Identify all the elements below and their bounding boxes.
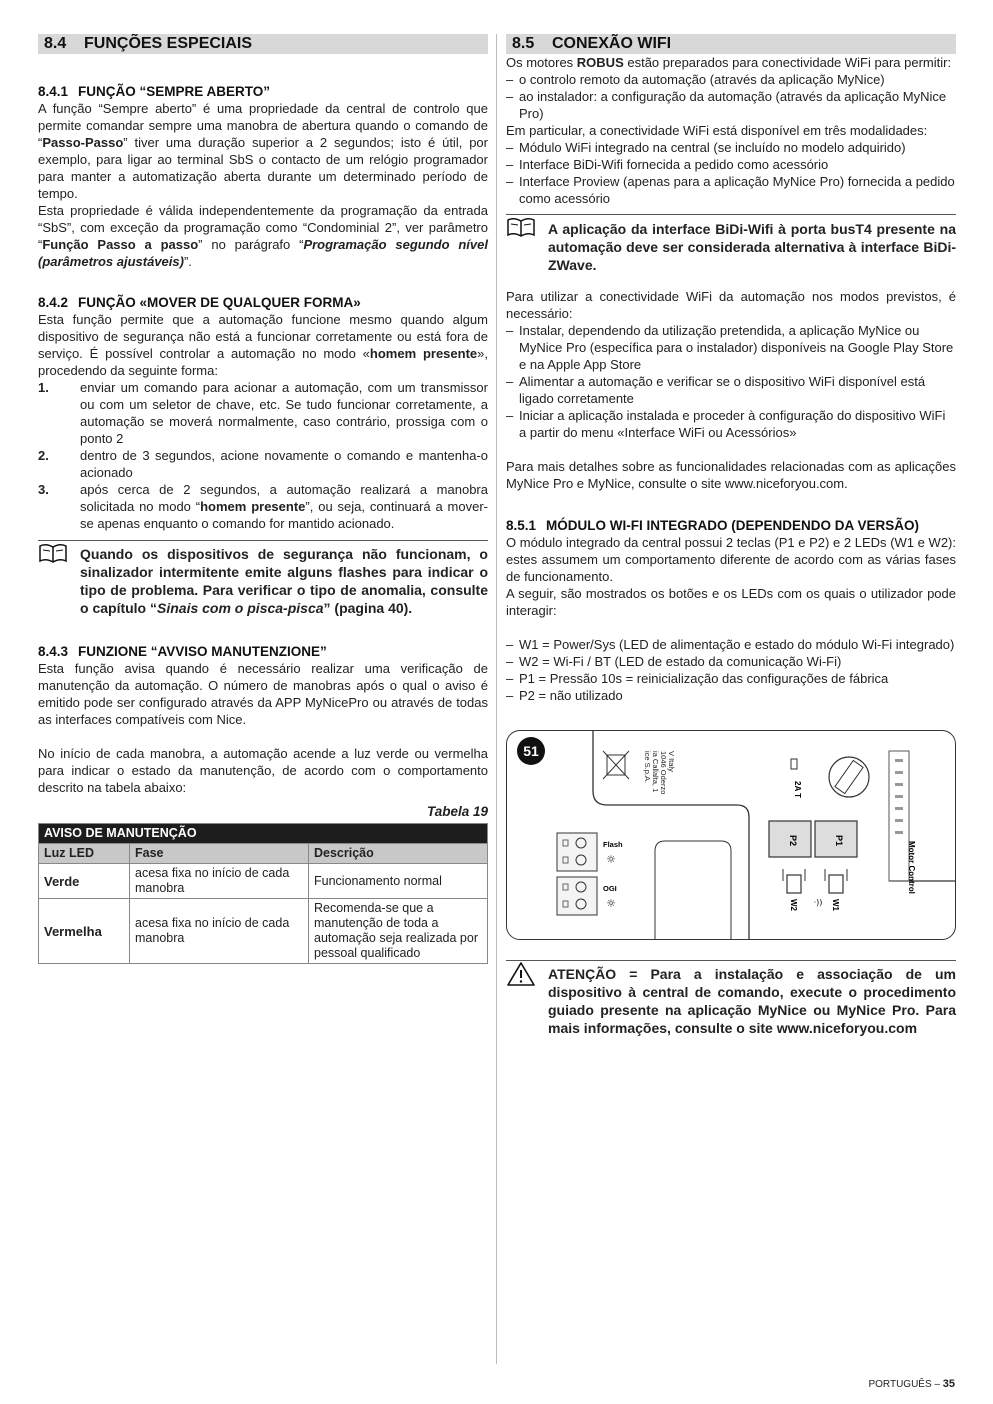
maintenance-table	[38, 823, 488, 964]
table-header: Fase	[130, 844, 309, 864]
list-item: – W1 = Power/Sys (LED de alimentação e estado do módulo Wi-Fi integrado)	[506, 636, 956, 653]
list-item: – P2 = não utilizado	[506, 687, 956, 704]
svg-text:ia Callalta, 1: ia Callalta, 1	[651, 751, 660, 793]
table-cell: Funcionamento normal	[309, 864, 488, 899]
svg-text:V Italy: V Italy	[667, 751, 676, 772]
figure-51-control-board	[506, 730, 956, 940]
lamp-icon: ☼	[606, 897, 616, 910]
table-header: Descrição	[309, 844, 488, 864]
list-item: – Módulo WiFi integrado na central (se incluído no modelo adquirido)	[506, 139, 956, 156]
paragraph: Os motores ROBUS estão preparados para conectividade WiFi para permitir:	[506, 55, 952, 70]
svg-text:1046 Oderzo: 1046 Oderzo	[659, 751, 668, 795]
table-title: AVISO DE MANUTENÇÃO	[39, 824, 488, 844]
section-number: 8.5	[512, 35, 535, 52]
section-title: CONEXÃO WIFI	[552, 35, 672, 52]
flash-terminal	[557, 833, 623, 871]
note-box: Quando os dispositivos de segurança não funcionam, o sinalizador intermitente emite alguns flashes para indicar o tipo de problema. Para verificar o tipo de anomalia, consulte o capítulo “Sinais com o pisca-pisca” (pagina 40).	[38, 540, 488, 617]
right-column	[506, 34, 956, 1037]
list-item: – Interface BiDi-Wifi fornecida a pedido como acessório	[506, 156, 956, 173]
table-cell: Verde	[39, 864, 130, 899]
table-cell: Recomenda-se que a manutenção de toda a automação seja realizada por pessoal qualificado	[309, 899, 488, 964]
subsection-title: FUNÇÃO «MOVER DE QUALQUER FORMA»	[78, 295, 361, 310]
svg-text:OGI: OGI	[603, 884, 617, 893]
book-icon	[506, 217, 536, 237]
led-w1	[825, 869, 847, 912]
list-item: – ao instalador: a configuração da automação (através da aplicação MyNice Pro)	[506, 88, 956, 122]
figure-number: 51	[523, 743, 539, 759]
svg-text:Flash: Flash	[603, 840, 623, 849]
ogi-terminal	[557, 877, 617, 915]
subsection-title: FUNZIONE “AVVISO MANUTENZIONE”	[78, 644, 327, 659]
motor-control-label: Motor Control	[907, 841, 916, 894]
table-cell: Vermelha	[39, 899, 130, 964]
section-8-5-1-heading	[506, 517, 956, 534]
svg-text:P2: P2	[788, 835, 798, 847]
button-p1	[815, 821, 857, 857]
footer-language: PORTUGUÊS –	[868, 1379, 943, 1390]
paragraph: A seguir, são mostrados os botões e os LEDs com os quais o utilizador pode interagir:	[506, 586, 956, 618]
left-column	[38, 34, 488, 964]
list-item: – Interface Proview (apenas para a aplicação MyNice Pro) fornecida a pedido como acessório	[506, 173, 956, 207]
list-item: – P1 = Pressão 10s = reinicialização das configurações de fábrica	[506, 670, 956, 687]
paragraph: Para mais detalhes sobre as funcionalidades relacionadas com as aplicações MyNice Pro e MyNice, consulte o site www.niceforyou.com.	[506, 459, 956, 491]
paragraph: Esta propriedade é válida independentemente da programação da entrada “SbS”, com exceção da programação como “Condominial 2”, ver parâmetro “Função Passo a passo” no parágrafo “Programação segundo nível (parâmetros ajustáveis)”.	[38, 203, 488, 269]
lamp-icon: ☼	[606, 853, 616, 866]
subsection-number: 8.4.3	[38, 644, 69, 659]
subsection-number: 8.4.1	[38, 84, 69, 99]
weee-bin-icon	[603, 751, 629, 779]
section-8-4-3-heading	[38, 643, 488, 660]
svg-text:W2: W2	[789, 899, 798, 911]
table-header: Luz LED	[39, 844, 130, 864]
manufacturer-address	[643, 751, 676, 794]
subsection-title: MÓDULO WI-FI INTEGRADO (DEPENDENDO DA VERSÃO)	[546, 518, 919, 533]
paragraph: Em particular, a conectividade WiFi está disponível em três modalidades:	[506, 123, 928, 138]
table-label: Tabela 19	[426, 804, 488, 819]
section-number: 8.4	[44, 35, 67, 52]
list-item: 3. após cerca de 2 segundos, a automação realizará a manobra solicitada no modo “homem presente”, ou seja, continuará a mover-se apenas enquanto o comando for mantido acionado.	[38, 482, 488, 531]
list-item: – Iniciar a aplicação instalada e proceder à configuração do dispositivo WiFi a partir do menu «Interface WiFi ou Acessórios»	[506, 407, 956, 441]
svg-text:W1: W1	[831, 899, 840, 911]
subsection-title: FUNÇÃO “SEMPRE ABERTO”	[78, 84, 271, 99]
motor-connector	[889, 751, 909, 881]
list-item: – Alimentar a automação e verificar se o dispositivo WiFi disponível está ligado corretamente	[506, 373, 956, 407]
round-component	[829, 757, 869, 797]
table-row	[39, 899, 488, 964]
list-item: – Instalar, dependendo da utilização pretendida, a aplicação MyNice ou MyNice Pro (específica para o instalador) disponíveis na Google Play Store e na Apple App Store	[506, 322, 956, 373]
fuse-icon	[791, 759, 797, 769]
section-8-4-2-heading	[38, 294, 488, 311]
column-separator	[496, 34, 497, 1364]
table-cell: acesa fixa no início de cada manobra	[130, 864, 309, 899]
paragraph: Para utilizar a conectividade WiFi da automação nos modos previstos, é necessário:	[506, 289, 956, 321]
fuse-label: 2A T	[793, 781, 802, 799]
list-item: 2. dentro de 3 segundos, acione novamente o comando e mantenha-o acionado	[38, 448, 488, 480]
note-box: A aplicação da interface BiDi-Wifi à porta busT4 presente na automação deve ser considerada alternativa à interface BiDi-ZWave.	[506, 214, 956, 274]
list-item: – o controlo remoto da automação (através da aplicação MyNice)	[506, 71, 956, 88]
warning-box: ATENÇÃO = Para a instalação e associação de um dispositivo à central de comando, execute o procedimento guiado presente na aplicação MyNice ou MyNice Pro. Para mais informações, consulte o site www.niceforyou.com	[506, 960, 956, 1037]
section-title: FUNÇÕES ESPECIAIS	[84, 35, 253, 52]
page-number: 35	[942, 1378, 955, 1390]
paragraph: A função “Sempre aberto” é uma propriedade da central de controlo que permite comandar sempre uma manobra de abertura quando o comando de “Passo-Passo” tiver uma duração superior a 2 segundos; isto é útil, por exemplo, para ligar ao terminal SbS o contacto de um relógio programador para manter a automatização aberta durante um determinado período de tempo.	[38, 101, 488, 201]
paragraph: O módulo integrado da central possui 2 teclas (P1 e P2) e 2 LEDs (W1 e W2): estes assumem um comportamento diferente de acordo com as várias fases de funcionamento.	[506, 535, 956, 584]
table-row	[39, 864, 488, 899]
paragraph: No início de cada manobra, a automação acende a luz verde ou vermelha para indicar o estado da manutenção, de acordo com o comportamento descrito na tabela abaixo:	[38, 746, 488, 795]
wireless-signal-icon: ·))	[813, 898, 823, 907]
svg-text:P1: P1	[834, 835, 844, 847]
list-item: 1. enviar um comando para acionar a automação, com um transmissor ou com um seletor de chave, etc. Se tudo funcionar corretamente, a automação se moverá normalmente, caso contrário, prossiga com o ponto 2	[38, 380, 488, 446]
book-icon	[38, 543, 68, 563]
paragraph: Esta função avisa quando é necessário realizar uma verificação de manutenção da automação. O número de manobras após o qual o aviso é emitido pode ser configurado através da APP MyNicePro ou através de todas as interfaces compatíveis com Nice.	[38, 661, 488, 727]
led-w2	[783, 869, 805, 912]
control-board-diagram	[507, 731, 956, 939]
section-8-5-heading	[506, 34, 956, 54]
page-footer	[868, 1378, 955, 1390]
subsection-number: 8.5.1	[506, 518, 537, 533]
list-item: – W2 = Wi-Fi / BT (LED de estado da comunicação Wi-Fi)	[506, 653, 956, 670]
svg-text:ice S.p.A.: ice S.p.A.	[643, 751, 652, 784]
section-8-4-heading	[38, 34, 488, 54]
button-p2	[769, 821, 811, 857]
subsection-number: 8.4.2	[38, 295, 69, 310]
paragraph: Esta função permite que a automação funcione mesmo quando algum dispositivo de segurança não está a funcionar corretamente ou está fora de serviço. É possível controlar a automação no modo «homem presente», procedendo da seguinte forma:	[38, 312, 488, 378]
table-cell: acesa fixa no início de cada manobra	[130, 899, 309, 964]
warning-triangle-icon	[506, 961, 536, 987]
section-8-4-1-heading	[38, 83, 488, 100]
